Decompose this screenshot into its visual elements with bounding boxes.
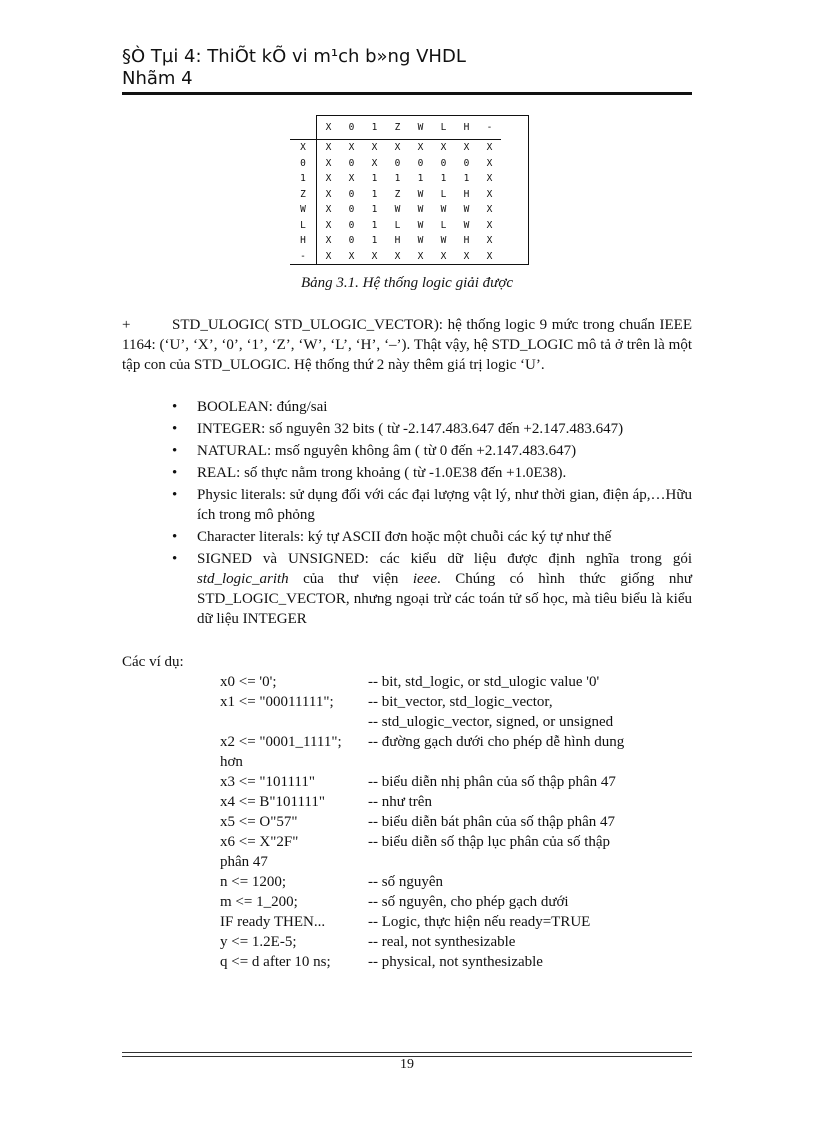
table-cell: W [417, 204, 424, 216]
list-item: • NATURAL: msố nguyên không âm ( từ 0 đến +2.147.483.647) [172, 443, 577, 459]
table-cell: 0 [348, 219, 355, 231]
table-cell: X [325, 173, 332, 185]
table-cell: 1 [371, 204, 378, 216]
table-cell: X [371, 157, 378, 169]
table-cell: X [325, 188, 332, 200]
table-cell: X [325, 204, 332, 216]
example-line: x1 <= "00011111"; -- bit_vector, std_logic_vector, [220, 694, 553, 710]
header-rule [122, 92, 692, 95]
table-cell: X [371, 142, 378, 154]
table-row [290, 233, 501, 249]
table-corner [290, 115, 317, 140]
row-header: W [290, 202, 317, 218]
list-item: • Character literals: ký tự ASCII đơn hoặc một chuỗi các ký tự như thế [172, 529, 612, 545]
package-name: std_logic_arith [197, 571, 289, 587]
example-line: x3 <= "101111" -- biểu diễn nhị phân của số thập phân 47 [220, 774, 616, 790]
example-line: x2 <= "0001_1111"; -- đường gạch dưới cho phép dễ hình dung [220, 734, 625, 750]
row-header: 1 [290, 171, 317, 187]
table-row [290, 140, 501, 156]
table-cell: X [325, 250, 332, 262]
std-ulogic-paragraph [122, 315, 692, 375]
table-cell: X [486, 173, 493, 185]
table-cell: 0 [440, 157, 447, 169]
table-frame-right [528, 115, 529, 265]
table-cell: X [325, 219, 332, 231]
table-cell: X [348, 173, 355, 185]
table-cell: W [394, 204, 401, 216]
list-item: • SIGNED và UNSIGNED: các kiểu dữ liệu được định nghĩa trong gói std_logic_arith của thư viện ieee. Chúng có hình thức giống như STD_LOGIC_VECTOR, nhưng ngoại trừ các toán tử số học, mà tiêu biểu là kiểu dữ liệu INTEGER [172, 551, 692, 627]
table-cell: L [440, 219, 447, 231]
example-line: q <= d after 10 ns; -- physical, not synthesizable [220, 954, 543, 970]
table-cell: X [486, 188, 493, 200]
list-item: • Physic literals: sử dụng đối với các đại lượng vật lý, như thời gian, điện áp,…Hữu ích trong mô phỏng [172, 487, 692, 523]
table-cell: L [440, 188, 447, 200]
table-cell: 1 [394, 173, 401, 185]
examples-title: Các ví dụ: [122, 654, 184, 670]
table-cell: X [325, 157, 332, 169]
table-cell: 0 [417, 157, 424, 169]
page-number: 19 [400, 1057, 414, 1072]
table-cell: 0 [463, 157, 470, 169]
table-cell: X [325, 142, 332, 154]
example-line: x5 <= O"57" -- biểu diễn bát phân của số thập phân 47 [220, 814, 616, 830]
example-line: IF ready THEN... -- Logic, thực hiện nếu ready=TRUE [220, 914, 591, 930]
table-cell: L [394, 219, 401, 231]
header-group: Nhãm 4 [122, 68, 193, 89]
table-cell: W [417, 235, 424, 247]
table-cell: W [463, 219, 470, 231]
table-cell: 1 [371, 235, 378, 247]
table-cell: W [440, 235, 447, 247]
table-cell: W [463, 204, 470, 216]
table-cell: X [394, 142, 401, 154]
table-cell: 1 [463, 173, 470, 185]
example-line: x6 <= X"2F" -- biểu diễn số thập lục phân của số thập [220, 834, 611, 850]
column-header: X [317, 115, 341, 140]
table-cell: W [417, 219, 424, 231]
column-header: H [455, 115, 478, 140]
example-line: x4 <= B"101111" -- như trên [220, 794, 432, 810]
row-header: Z [290, 187, 317, 203]
table-cell: 1 [371, 173, 378, 185]
example-line: y <= 1.2E-5; -- real, not synthesizable [220, 934, 516, 950]
table-cell: X [440, 142, 447, 154]
table-cell: X [486, 157, 493, 169]
table-cell: X [486, 204, 493, 216]
example-line-wrap: hơn [220, 754, 243, 770]
plus-marker: + [122, 317, 131, 333]
table-row [290, 202, 501, 218]
table-cell: H [463, 188, 470, 200]
table-cell: X [463, 250, 470, 262]
table-cell: W [440, 204, 447, 216]
table-row [290, 171, 501, 187]
table-cell: X [325, 235, 332, 247]
table-cell: 0 [348, 188, 355, 200]
list-item: • INTEGER: số nguyên 32 bits ( từ -2.147.483.647 đến +2.147.483.647) [172, 421, 624, 437]
table-cell: 0 [348, 157, 355, 169]
column-header: W [409, 115, 432, 140]
column-header: - [478, 115, 501, 140]
std-ulogic-text: STD_ULOGIC( STD_ULOGIC_VECTOR): hệ thống logic 9 mức trong chuẩn IEEE 1164: (‘U’, ‘X’, ‘0’, ‘1’, ‘Z’, ‘W’, ‘L’, ‘H’, ‘–’). Thật vậy, hệ STD_LOGIC mô tả ở trên là một tập con của STD_ULOGIC. Hệ thống thứ 2 này thêm giá trị logic ‘U’. [122, 317, 692, 373]
table-header-row [290, 115, 501, 140]
table-cell: X [486, 250, 493, 262]
table-cell: H [463, 235, 470, 247]
list-item: • BOOLEAN: đúng/sai [172, 399, 328, 415]
table-cell: X [486, 219, 493, 231]
table-cell: X [348, 142, 355, 154]
column-header: L [432, 115, 455, 140]
table-row [290, 218, 501, 234]
table-cell: H [394, 235, 401, 247]
column-header: Z [386, 115, 409, 140]
logic-resolution-table [290, 115, 501, 264]
table-cell: 1 [417, 173, 424, 185]
example-line: n <= 1200; -- số nguyên [220, 874, 443, 890]
table-row [290, 187, 501, 203]
library-name: ieee [412, 571, 438, 587]
header-title: §Ò Tµi 4: ThiÕt kÕ vi m¹ch b»ng VHDL [122, 46, 466, 67]
table-cell: 1 [371, 188, 378, 200]
row-header: 0 [290, 156, 317, 172]
table-cell: X [486, 235, 493, 247]
table-cell: 1 [440, 173, 447, 185]
row-header: - [290, 249, 317, 265]
table-cell: Z [394, 188, 401, 200]
table-cell: X [440, 250, 447, 262]
table-cell: X [394, 250, 401, 262]
table-cell: 0 [394, 157, 401, 169]
row-header: H [290, 233, 317, 249]
example-line-wrap: phân 47 [220, 854, 268, 870]
table-cell: 0 [348, 204, 355, 216]
table-cell: X [371, 250, 378, 262]
example-line: x0 <= '0'; -- bit, std_logic, or std_ulogic value '0' [220, 674, 600, 690]
table-row [290, 249, 501, 265]
table-cell: X [486, 142, 493, 154]
table-row [290, 156, 501, 172]
table-caption: Bảng 3.1. Hệ thống logic giải được [301, 275, 513, 291]
table-cell: 0 [348, 235, 355, 247]
row-header: X [290, 140, 317, 156]
table-cell: X [417, 142, 424, 154]
row-header: L [290, 218, 317, 234]
table-cell: X [463, 142, 470, 154]
table-frame-bottom [290, 264, 529, 265]
column-header: 1 [363, 115, 386, 140]
example-line: m <= 1_200; -- số nguyên, cho phép gạch dưới [220, 894, 569, 910]
table-cell: X [417, 250, 424, 262]
table-cell: X [348, 250, 355, 262]
data-type-list [122, 397, 692, 631]
table-cell: 1 [371, 219, 378, 231]
running-header [122, 46, 466, 90]
example-line: -- std_ulogic_vector, signed, or unsigned [368, 714, 614, 730]
column-header: 0 [340, 115, 363, 140]
table-cell: W [417, 188, 424, 200]
list-item: • REAL: số thực nằm trong khoảng ( từ -1.0E38 đến +1.0E38). [172, 465, 567, 481]
